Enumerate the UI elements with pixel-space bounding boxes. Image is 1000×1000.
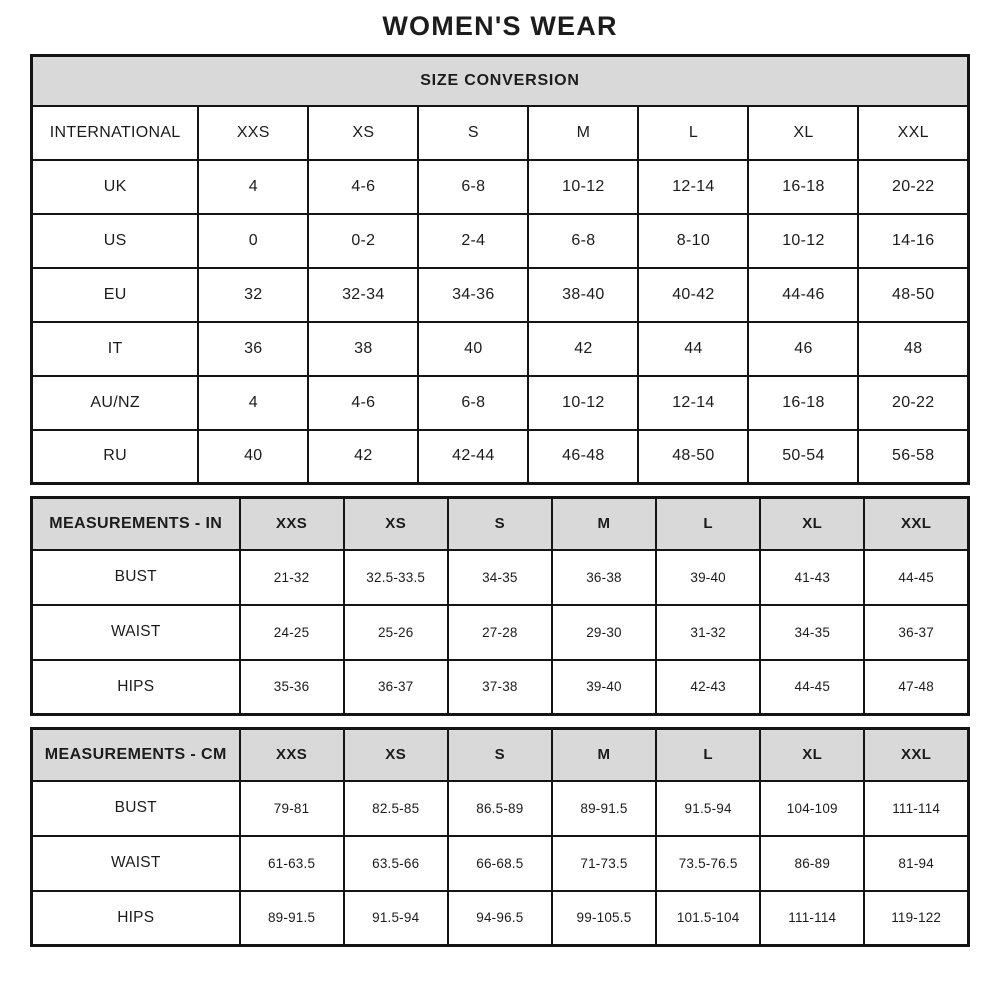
size-conversion-header: SIZE CONVERSION: [32, 56, 969, 106]
size-value-cell: 42: [308, 430, 418, 484]
measurement-value-cell: 44-45: [760, 660, 864, 715]
row-label: BUST: [32, 781, 240, 836]
size-value-cell: 44-46: [748, 268, 858, 322]
measurement-value-cell: 21-32: [240, 550, 344, 605]
measurements-cm-header: MEASUREMENTS - CM: [32, 729, 240, 781]
measurement-value-cell: 36-38: [552, 550, 656, 605]
size-value-cell: 0-2: [308, 214, 418, 268]
row-label: US: [32, 214, 199, 268]
size-value-cell: 34-36: [418, 268, 528, 322]
size-value-cell: 10-12: [748, 214, 858, 268]
size-value-cell: 20-22: [858, 376, 968, 430]
measurement-value-cell: 82.5-85: [344, 781, 448, 836]
size-value-cell: 48-50: [638, 430, 748, 484]
measurement-value-cell: 99-105.5: [552, 891, 656, 946]
column-header: L: [638, 106, 748, 160]
measurement-value-cell: 94-96.5: [448, 891, 552, 946]
size-value-cell: 36: [198, 322, 308, 376]
row-label: RU: [32, 430, 199, 484]
table-row: [32, 891, 969, 946]
measurement-value-cell: 63.5-66: [344, 836, 448, 891]
size-value-cell: 40-42: [638, 268, 748, 322]
size-value-cell: 4-6: [308, 376, 418, 430]
size-value-cell: 48-50: [858, 268, 968, 322]
measurement-value-cell: 24-25: [240, 605, 344, 660]
column-header: XL: [760, 498, 864, 550]
column-header: S: [448, 729, 552, 781]
size-value-cell: 4-6: [308, 160, 418, 214]
size-conversion-table: [30, 54, 970, 485]
table-row: [32, 430, 969, 484]
page-title: WOMEN'S WEAR: [382, 11, 618, 41]
row-label: HIPS: [32, 891, 240, 946]
column-header: L: [656, 729, 760, 781]
column-header: XS: [308, 106, 418, 160]
size-value-cell: 0: [198, 214, 308, 268]
measurement-value-cell: 29-30: [552, 605, 656, 660]
measurement-value-cell: 71-73.5: [552, 836, 656, 891]
size-value-cell: 48: [858, 322, 968, 376]
measurement-value-cell: 31-32: [656, 605, 760, 660]
size-value-cell: 40: [418, 322, 528, 376]
measurement-value-cell: 36-37: [344, 660, 448, 715]
size-value-cell: 32: [198, 268, 308, 322]
row-label: AU/NZ: [32, 376, 199, 430]
column-header: XXL: [864, 498, 968, 550]
size-value-cell: 56-58: [858, 430, 968, 484]
size-value-cell: 40: [198, 430, 308, 484]
measurement-value-cell: 34-35: [760, 605, 864, 660]
size-value-cell: 50-54: [748, 430, 858, 484]
measurement-value-cell: 44-45: [864, 550, 968, 605]
column-header: XL: [760, 729, 864, 781]
size-value-cell: 38: [308, 322, 418, 376]
table-row: [32, 214, 969, 268]
size-value-cell: 12-14: [638, 160, 748, 214]
row-label: IT: [32, 322, 199, 376]
measurement-value-cell: 66-68.5: [448, 836, 552, 891]
table-row: [32, 106, 969, 160]
column-header: S: [418, 106, 528, 160]
measurement-value-cell: 73.5-76.5: [656, 836, 760, 891]
column-header: XXS: [198, 106, 308, 160]
measurement-value-cell: 111-114: [760, 891, 864, 946]
measurement-value-cell: 86-89: [760, 836, 864, 891]
column-header: XS: [344, 729, 448, 781]
column-header: M: [528, 106, 638, 160]
measurement-value-cell: 104-109: [760, 781, 864, 836]
size-value-cell: 16-18: [748, 160, 858, 214]
table-row: [32, 160, 969, 214]
measurement-value-cell: 89-91.5: [240, 891, 344, 946]
measurement-value-cell: 42-43: [656, 660, 760, 715]
measurement-value-cell: 39-40: [552, 660, 656, 715]
row-label: WAIST: [32, 836, 240, 891]
measurement-value-cell: 91.5-94: [656, 781, 760, 836]
size-value-cell: 32-34: [308, 268, 418, 322]
size-value-cell: 42-44: [418, 430, 528, 484]
row-label: UK: [32, 160, 199, 214]
size-value-cell: 4: [198, 376, 308, 430]
size-value-cell: 10-12: [528, 376, 638, 430]
measurement-value-cell: 27-28: [448, 605, 552, 660]
measurement-value-cell: 47-48: [864, 660, 968, 715]
size-value-cell: 16-18: [748, 376, 858, 430]
measurement-value-cell: 86.5-89: [448, 781, 552, 836]
table-header-row: [32, 498, 969, 550]
row-label: HIPS: [32, 660, 240, 715]
table-row: [32, 781, 969, 836]
column-header: S: [448, 498, 552, 550]
measurements-in-table: [30, 496, 970, 716]
row-label: WAIST: [32, 605, 240, 660]
size-value-cell: 4: [198, 160, 308, 214]
table-row: [32, 376, 969, 430]
size-value-cell: 2-4: [418, 214, 528, 268]
column-header: XXL: [864, 729, 968, 781]
table-header-row: [32, 729, 969, 781]
measurement-value-cell: 61-63.5: [240, 836, 344, 891]
column-header: XL: [748, 106, 858, 160]
measurement-value-cell: 35-36: [240, 660, 344, 715]
measurement-value-cell: 111-114: [864, 781, 968, 836]
size-value-cell: 42: [528, 322, 638, 376]
table-row: [32, 322, 969, 376]
column-header: M: [552, 729, 656, 781]
measurement-value-cell: 41-43: [760, 550, 864, 605]
size-value-cell: 44: [638, 322, 748, 376]
size-value-cell: 6-8: [528, 214, 638, 268]
size-value-cell: 20-22: [858, 160, 968, 214]
row-label: BUST: [32, 550, 240, 605]
measurement-value-cell: 25-26: [344, 605, 448, 660]
table-row: [32, 605, 969, 660]
table-header-row: [32, 56, 969, 106]
column-header: XXS: [240, 729, 344, 781]
measurement-value-cell: 79-81: [240, 781, 344, 836]
size-value-cell: 12-14: [638, 376, 748, 430]
row-label: EU: [32, 268, 199, 322]
measurement-value-cell: 119-122: [864, 891, 968, 946]
size-value-cell: 46-48: [528, 430, 638, 484]
column-header: L: [656, 498, 760, 550]
measurement-value-cell: 101.5-104: [656, 891, 760, 946]
measurements-cm-table: [30, 727, 970, 947]
measurement-value-cell: 36-37: [864, 605, 968, 660]
measurement-value-cell: 37-38: [448, 660, 552, 715]
measurement-value-cell: 32.5-33.5: [344, 550, 448, 605]
measurement-value-cell: 91.5-94: [344, 891, 448, 946]
measurement-value-cell: 81-94: [864, 836, 968, 891]
measurements-in-header: MEASUREMENTS - IN: [32, 498, 240, 550]
measurement-value-cell: 34-35: [448, 550, 552, 605]
table-row: [32, 550, 969, 605]
size-value-cell: 6-8: [418, 376, 528, 430]
column-header: XXS: [240, 498, 344, 550]
size-value-cell: 46: [748, 322, 858, 376]
table-row: [32, 660, 969, 715]
size-value-cell: 10-12: [528, 160, 638, 214]
size-value-cell: 6-8: [418, 160, 528, 214]
measurement-value-cell: 89-91.5: [552, 781, 656, 836]
column-header: XXL: [858, 106, 968, 160]
table-row: [32, 268, 969, 322]
table-row: [32, 836, 969, 891]
column-header: INTERNATIONAL: [32, 106, 199, 160]
size-value-cell: 8-10: [638, 214, 748, 268]
column-header: M: [552, 498, 656, 550]
measurement-value-cell: 39-40: [656, 550, 760, 605]
column-header: XS: [344, 498, 448, 550]
size-value-cell: 38-40: [528, 268, 638, 322]
size-value-cell: 14-16: [858, 214, 968, 268]
